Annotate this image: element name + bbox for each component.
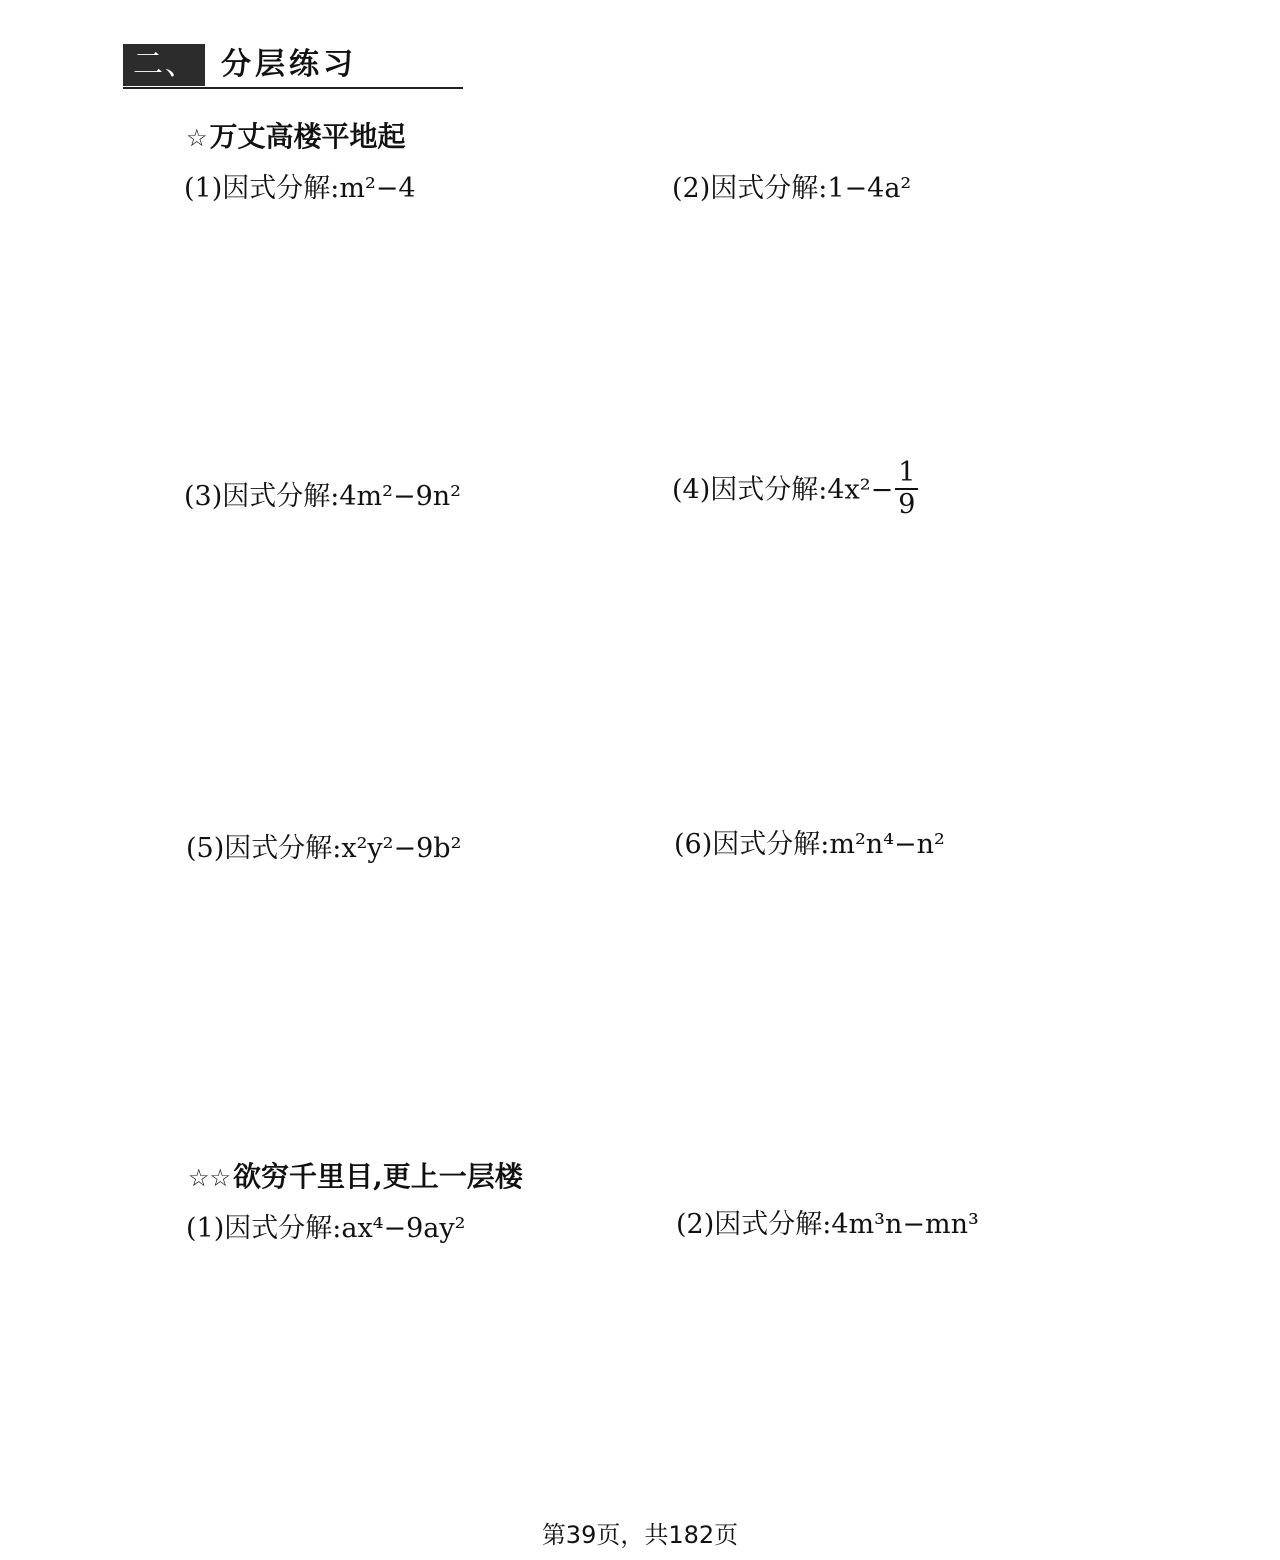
- problem-label: (6): [674, 829, 713, 860]
- problem-label: (1): [184, 173, 223, 204]
- problem-prompt: 因式分解:: [224, 1213, 342, 1244]
- problem-label: (2): [676, 1209, 715, 1240]
- section-underline: [123, 87, 463, 89]
- fraction-denominator: 9: [898, 489, 916, 520]
- problem-1-2: [672, 172, 911, 206]
- problem-expression: 1−4a²: [827, 173, 912, 204]
- problem-expression: ax⁴−9ay²: [341, 1213, 466, 1244]
- problem-label: (5): [186, 833, 225, 864]
- page-footer: 第39页，共182页: [541, 1521, 739, 1549]
- problem-1-4: [672, 457, 918, 522]
- problem-1-1: [184, 172, 416, 206]
- problem-expression: m²−4: [339, 173, 416, 204]
- problem-expression: x²y²−9b²: [341, 833, 462, 864]
- star-icon: ☆: [186, 124, 208, 152]
- level-2-title: 欲穷千里目,更上一层楼: [233, 1160, 523, 1193]
- level-1-title: 万丈高楼平地起: [209, 120, 406, 153]
- problem-2-1: [186, 1212, 465, 1246]
- problem-label: (2): [672, 173, 711, 204]
- problem-prompt: 因式分解:: [224, 833, 342, 864]
- section-number: 二、: [123, 44, 205, 86]
- fraction: [895, 458, 918, 520]
- level-1-heading: [186, 120, 406, 155]
- problem-prompt: 因式分解:: [710, 474, 828, 506]
- level-2-heading: [188, 1160, 523, 1195]
- problem-1-5: [186, 832, 461, 866]
- problem-expression: 4m²−9n²: [339, 481, 461, 512]
- problem-prompt: 因式分解:: [712, 829, 830, 860]
- problem-1-3: [184, 480, 461, 514]
- problem-prompt: 因式分解:: [222, 481, 340, 512]
- problem-expression: 4x²−: [827, 474, 894, 506]
- problem-prompt: 因式分解:: [714, 1209, 832, 1240]
- section-header: [123, 44, 463, 88]
- problem-prompt: 因式分解:: [710, 173, 828, 204]
- problem-prompt: 因式分解:: [222, 173, 340, 204]
- star-icon: ☆☆: [188, 1164, 232, 1192]
- problem-label: (1): [186, 1213, 225, 1244]
- problem-label: (3): [184, 481, 223, 512]
- problem-expression: 4m³n−mn³: [831, 1209, 979, 1240]
- problem-label: (4): [672, 474, 711, 506]
- problem-2-2: [676, 1208, 979, 1242]
- problem-1-6: [674, 828, 945, 862]
- section-title: 分层练习: [221, 47, 357, 82]
- problem-expression: m²n⁴−n²: [829, 829, 945, 860]
- fraction-numerator: 1: [895, 458, 918, 490]
